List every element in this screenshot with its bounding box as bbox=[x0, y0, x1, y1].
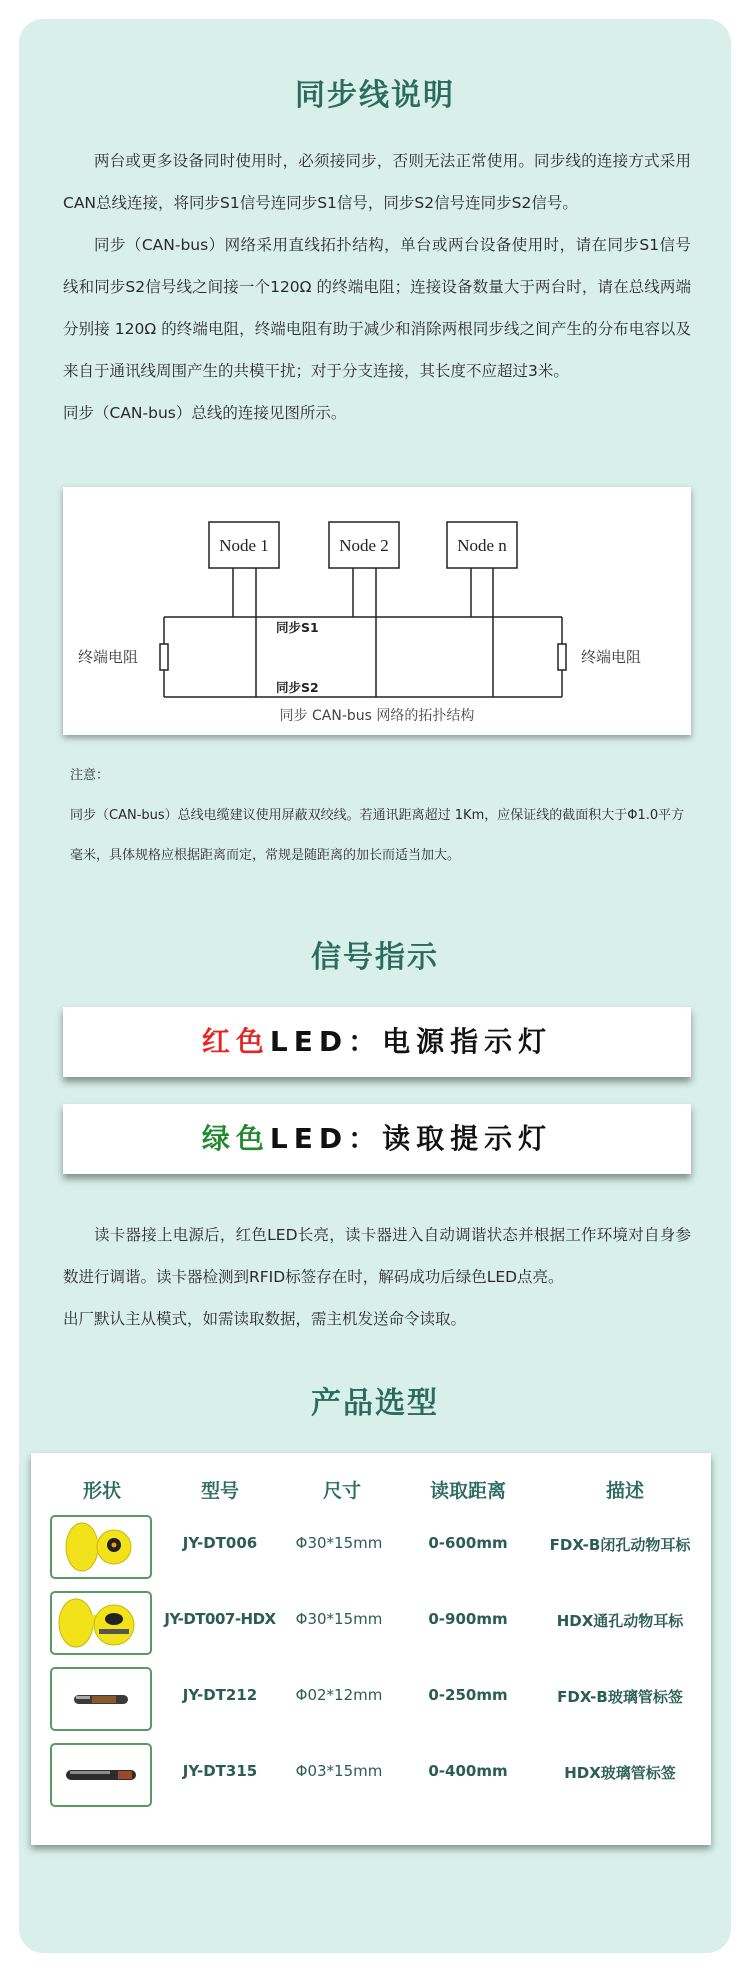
node-n-label: Node n bbox=[457, 536, 507, 555]
yellow-ear-tag-icon bbox=[52, 1593, 150, 1653]
yellow-ear-tag-icon bbox=[52, 1517, 150, 1577]
note-block bbox=[70, 756, 694, 876]
diagram-caption: 同步 CAN-bus 网络的拓扑结构 bbox=[279, 708, 475, 724]
s1-line-label: 同步S1 bbox=[276, 620, 319, 635]
product-image-1 bbox=[50, 1515, 152, 1579]
signal-paragraph-2: 出厂默认主从模式，如需读取数据，需主机发送命令读取。 bbox=[63, 1310, 467, 1328]
row-1-model: JY-DT006 bbox=[182, 1534, 258, 1552]
header-model: 型号 bbox=[200, 1480, 239, 1502]
row-1-size: Φ30*15mm bbox=[295, 1534, 383, 1552]
row-2-model: JY-DT007-HDX bbox=[164, 1610, 276, 1628]
row-3-range: 0-250mm bbox=[428, 1686, 508, 1704]
header-range: 读取距离 bbox=[429, 1480, 506, 1502]
right-resistor bbox=[558, 644, 566, 670]
product-image-4 bbox=[50, 1743, 152, 1807]
row-4-model: JY-DT315 bbox=[182, 1762, 258, 1780]
sync-section-title: 同步线说明 bbox=[295, 78, 455, 113]
sync-paragraph-1: 两台或更多设备同时使用时，必须接同步，否则无法正常使用。同步线的连接方式采用CAN总线连接，将同步S1信号连同步S1信号，同步S2信号连同步S2信号。 bbox=[63, 152, 691, 212]
glass-tube-tag-icon bbox=[52, 1745, 150, 1805]
row-2-size: Φ30*15mm bbox=[295, 1610, 383, 1628]
product-image-3 bbox=[50, 1667, 152, 1731]
row-2-description: HDX通孔动物耳标 bbox=[556, 1612, 684, 1630]
row-3-model: JY-DT212 bbox=[182, 1686, 258, 1704]
left-resistor-label: 终端电阻 bbox=[78, 648, 139, 666]
note-label: 注意： bbox=[70, 768, 110, 783]
bus-lines bbox=[164, 617, 562, 697]
can-bus-topology-diagram bbox=[63, 487, 691, 735]
header-size: 尺寸 bbox=[322, 1480, 361, 1502]
row-1-range: 0-600mm bbox=[428, 1534, 508, 1552]
red-led-word: 红色 bbox=[201, 1025, 270, 1058]
green-led-card bbox=[63, 1104, 691, 1174]
row-4-range: 0-400mm bbox=[428, 1762, 508, 1780]
left-resistor bbox=[160, 644, 168, 670]
s2-line-label: 同步S2 bbox=[276, 680, 319, 695]
product-image-2 bbox=[50, 1591, 152, 1655]
glass-tube-tag-icon bbox=[52, 1669, 150, 1729]
row-1-description: FDX-B闭孔动物耳标 bbox=[549, 1536, 691, 1554]
sync-paragraph-3: 同步（CAN-bus）总线的连接见图所示。 bbox=[63, 404, 347, 422]
signal-description bbox=[63, 1214, 691, 1340]
green-led-text: LED：读取提示灯 bbox=[269, 1122, 553, 1155]
row-4-description: HDX玻璃管标签 bbox=[564, 1764, 676, 1782]
sync-paragraph-2: 同步（CAN-bus）网络采用直线拓扑结构，单台或两台设备使用时，请在同步S1信号线和同步S2信号线之间接一个120Ω 的终端电阻；连接设备数量大于两台时，请在总线两端分别接 120Ω 的终端电阻，终端电阻有助于减少和消除两根同步线之间产生的分布电容以及来自于通讯线周围产生的共模干扰；对于分支连接，其长度不应超过3米。 bbox=[63, 236, 691, 380]
row-4-size: Φ03*15mm bbox=[295, 1762, 383, 1780]
row-3-description: FDX-B玻璃管标签 bbox=[557, 1688, 683, 1706]
node-drop-lines bbox=[233, 568, 493, 697]
row-2-range: 0-900mm bbox=[428, 1610, 508, 1628]
signal-paragraph-1: 读卡器接上电源后，红色LED长亮，读卡器进入自动调谐状态并根据工作环境对自身参数进行调谐。读卡器检测到RFID标签存在时，解码成功后绿色LED点亮。 bbox=[63, 1226, 691, 1286]
signal-section-title: 信号指示 bbox=[311, 940, 439, 975]
node-1-label: Node 1 bbox=[219, 536, 269, 555]
node-2-label: Node 2 bbox=[339, 536, 389, 555]
red-led-text: LED：电源指示灯 bbox=[269, 1025, 553, 1058]
right-resistor-label: 终端电阻 bbox=[581, 648, 642, 666]
sync-description bbox=[63, 140, 691, 434]
products-section-title: 产品选型 bbox=[311, 1386, 439, 1421]
header-description: 描述 bbox=[605, 1480, 644, 1502]
green-led-word: 绿色 bbox=[201, 1122, 270, 1155]
red-led-card bbox=[63, 1007, 691, 1077]
note-text: 同步（CAN-bus）总线电缆建议使用屏蔽双绞线。若通讯距离超过 1Km，应保证线的截面积大于Φ1.0平方毫米，具体规格应根据距离而定，常规是随距离的加长而适当加大。 bbox=[70, 808, 685, 863]
header-shape: 形状 bbox=[82, 1480, 121, 1502]
row-3-size: Φ02*12mm bbox=[295, 1686, 383, 1704]
